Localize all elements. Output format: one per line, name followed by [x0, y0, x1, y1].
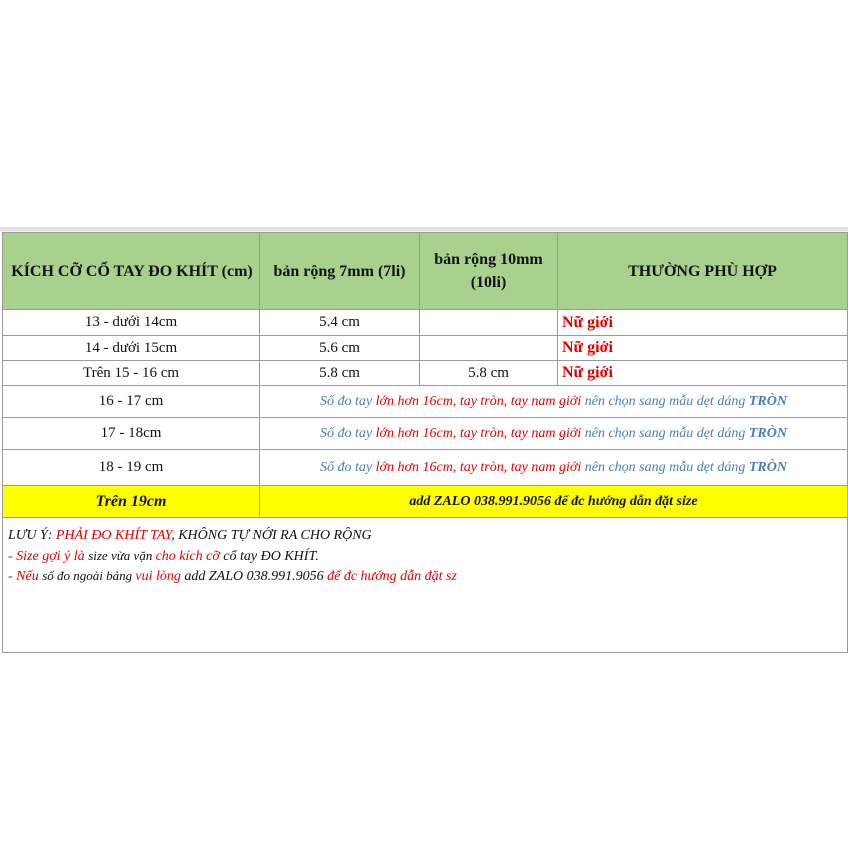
note-part-c: nên chọn sang mẫu dẹt dáng [584, 393, 749, 409]
width-7mm-cell: 5.8 cm [260, 361, 420, 386]
wrist-size-cell: 14 - dưới 15cm [3, 336, 260, 361]
note-part-a: Số đo tay [320, 459, 376, 475]
width-10mm-cell: 5.8 cm [420, 361, 558, 386]
table-row [3, 450, 848, 486]
note-part-c: nên chọn sang mẫu dẹt dáng [584, 459, 749, 475]
note-part-d: TRÒN [748, 393, 787, 409]
note-part-b: lớn hơn 16cm, tay tròn, tay nam giới [375, 425, 585, 441]
recommendation-note [260, 450, 848, 486]
width-10mm-cell [420, 336, 558, 361]
note-text: , KHÔNG TỰ NỚI RA CHO RỘNG [171, 528, 372, 543]
wrist-size-cell: 16 - 17 cm [3, 386, 260, 418]
note-text: - Nếu [8, 569, 43, 584]
zalo-contact-text: add ZALO 038.991.9056 để đc hướng dẫn đặt size [260, 486, 848, 518]
note-part-c: nên chọn sang mẫu dẹt dáng [584, 425, 749, 441]
suitable-for-cell: Nữ giới [558, 310, 848, 336]
note-text: số đo ngoài bảng [42, 568, 136, 583]
wrist-size-cell: 13 - dưới 14cm [3, 310, 260, 336]
note-text: add ZALO 038.991.9056 [184, 569, 328, 584]
note-part-d: TRÒN [748, 459, 787, 475]
recommendation-note [260, 418, 848, 450]
suitable-for-cell: Nữ giới [558, 361, 848, 386]
table-row [3, 418, 848, 450]
width-7mm-cell: 5.4 cm [260, 310, 420, 336]
table-row [3, 310, 848, 336]
width-7mm-cell: 5.6 cm [260, 336, 420, 361]
note-line-3 [8, 566, 842, 587]
note-text: để đc hướng dẫn đặt sz [327, 569, 457, 584]
table-row [3, 336, 848, 361]
note-label: LƯU Ý: [8, 528, 56, 543]
header-width-10mm: bản rộng 10mm (10li) [420, 233, 558, 310]
note-text: cho kích cỡ [155, 548, 224, 564]
table-row [3, 386, 848, 418]
over-19cm-row [3, 486, 848, 518]
recommendation-note [260, 386, 848, 418]
note-text: - Size gợi ý là [8, 548, 89, 564]
note-text: size vừa vặn [88, 547, 156, 563]
note-part-a: Số đo tay [320, 425, 376, 441]
width-10mm-cell [420, 310, 558, 336]
note-part-b: lớn hơn 16cm, tay tròn, tay nam giới [375, 393, 585, 409]
note-emphasis: PHẢI ĐO KHÍT TAY [55, 528, 172, 543]
header-width-7mm: bản rộng 7mm (7li) [260, 233, 420, 310]
notes-cell [3, 518, 848, 653]
notes-row [3, 518, 848, 653]
header-wrist-size: KÍCH CỠ CỔ TAY ĐO KHÍT (cm) [3, 233, 260, 310]
size-chart-table [2, 232, 848, 653]
note-text: vui lòng [135, 569, 185, 584]
note-line-1 [8, 526, 842, 546]
header-suitable-for: THƯỜNG PHÙ HỢP [558, 233, 848, 310]
note-part-b: lớn hơn 16cm, tay tròn, tay nam giới [375, 459, 585, 475]
note-line-2 [8, 546, 842, 567]
note-part-d: TRÒN [748, 425, 787, 441]
note-part-a: Số đo tay [320, 393, 376, 409]
suitable-for-cell: Nữ giới [558, 336, 848, 361]
note-text: cổ tay ĐO KHÍT. [223, 548, 319, 564]
wrist-size-cell: 17 - 18cm [3, 418, 260, 450]
header-row [3, 233, 848, 310]
wrist-size-cell: Trên 15 - 16 cm [3, 361, 260, 386]
wrist-size-cell: 18 - 19 cm [3, 450, 260, 486]
over-19cm-size: Trên 19cm [3, 486, 260, 518]
table-row [3, 361, 848, 386]
